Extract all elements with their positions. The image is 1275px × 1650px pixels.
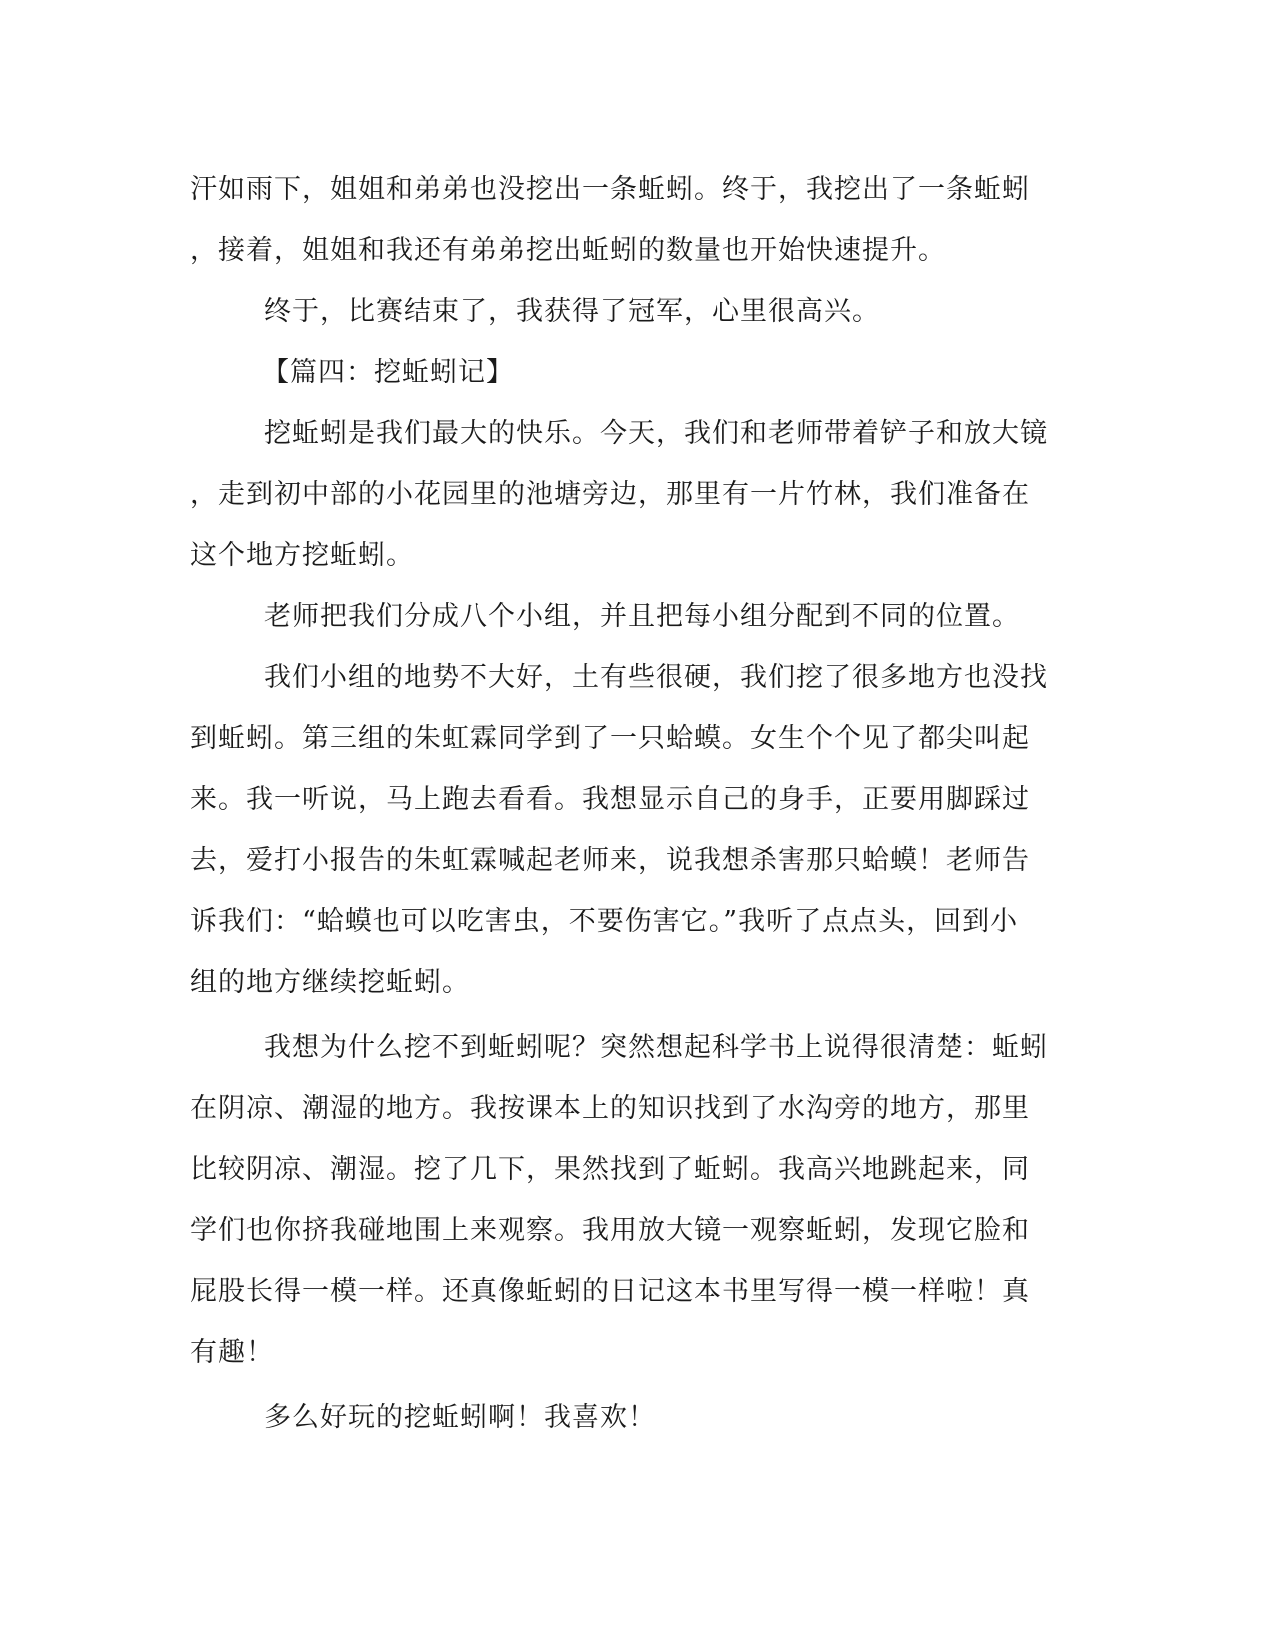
paragraph-line: 多么好玩的挖蚯蚓啊！我喜欢！ bbox=[264, 1402, 656, 1433]
paragraph-line: 有趣！ bbox=[190, 1337, 274, 1368]
paragraph-line: 我想为什么挖不到蚯蚓呢？突然想起科学书上说得很清楚：蚯蚓 bbox=[264, 1032, 1048, 1063]
paragraph-line: ，走到初中部的小花园里的池塘旁边，那里有一片竹林，我们准备在 bbox=[190, 479, 1030, 510]
paragraph-line: 老师把我们分成八个小组，并且把每小组分配到不同的位置。 bbox=[264, 601, 1020, 632]
paragraph-line: 在阴凉、潮湿的地方。我按课本上的知识找到了水沟旁的地方，那里 bbox=[190, 1093, 1030, 1124]
paragraph-line: ，接着，姐姐和我还有弟弟挖出蚯蚓的数量也开始快速提升。 bbox=[190, 235, 946, 266]
paragraph-line: 挖蚯蚓是我们最大的快乐。今天，我们和老师带着铲子和放大镜 bbox=[264, 418, 1048, 449]
paragraph-line: 学们也你挤我碰地围上来观察。我用放大镜一观察蚯蚓，发现它脸和 bbox=[190, 1215, 1030, 1246]
paragraph-line: 汗如雨下，姐姐和弟弟也没挖出一条蚯蚓。终于，我挖出了一条蚯蚓 bbox=[190, 174, 1030, 205]
paragraph-line: 这个地方挖蚯蚓。 bbox=[190, 540, 414, 571]
section-heading: 【篇四：挖蚯蚓记】 bbox=[262, 357, 514, 388]
paragraph-line: 终于，比赛结束了，我获得了冠军，心里很高兴。 bbox=[264, 296, 880, 327]
paragraph-line: 来。我一听说，马上跑去看看。我想显示自己的身手，正要用脚踩过 bbox=[190, 784, 1030, 815]
paragraph-line: 去，爱打小报告的朱虹霖喊起老师来，说我想杀害那只蛤蟆！老师告 bbox=[190, 845, 1030, 876]
paragraph-line: 到蚯蚓。第三组的朱虹霖同学到了一只蛤蟆。女生个个见了都尖叫起 bbox=[190, 723, 1030, 754]
paragraph-line: 屁股长得一模一样。还真像蚯蚓的日记这本书里写得一模一样啦！真 bbox=[190, 1276, 1030, 1307]
paragraph-line: 诉我们：“蛤蟆也可以吃害虫，不要伤害它。”我听了点点头，回到小 bbox=[190, 906, 1019, 937]
paragraph-line: 组的地方继续挖蚯蚓。 bbox=[190, 967, 470, 998]
paragraph-line: 比较阴凉、潮湿。挖了几下，果然找到了蚯蚓。我高兴地跳起来，同 bbox=[190, 1154, 1030, 1185]
paragraph-line: 我们小组的地势不大好，土有些很硬，我们挖了很多地方也没找 bbox=[264, 662, 1048, 693]
